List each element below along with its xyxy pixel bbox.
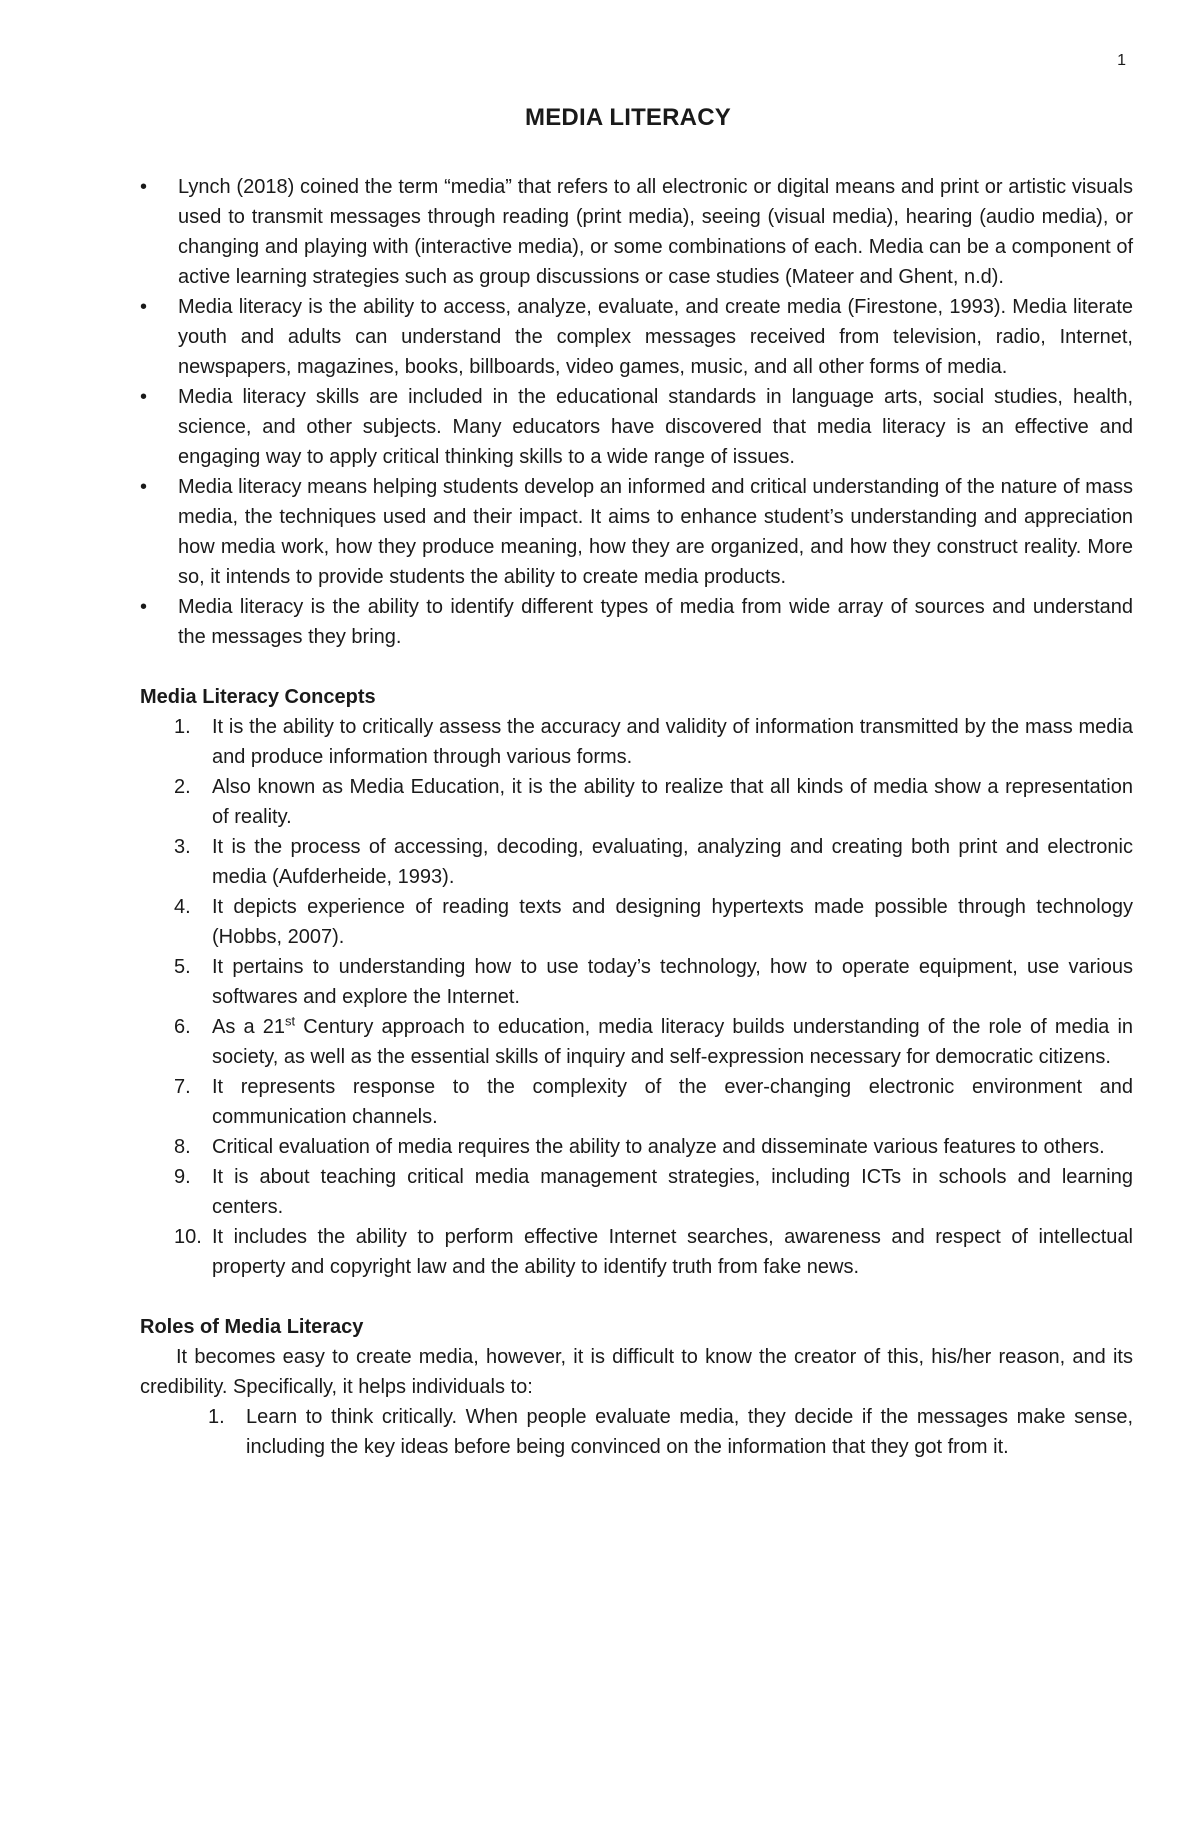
bullet-text: Media literacy is the ability to identify different types of media from wide array of sources and understand the messages they bring. bbox=[178, 596, 1133, 648]
page-number: 1 bbox=[1117, 52, 1126, 69]
item-number: 1. bbox=[208, 1406, 225, 1428]
item-number: 7. bbox=[174, 1076, 191, 1098]
concept-item bbox=[140, 952, 1133, 1012]
item-text: Critical evaluation of media requires the ability to analyze and disseminate various features to others. bbox=[212, 1136, 1105, 1158]
item-number: 4. bbox=[174, 896, 191, 918]
item-number: 5. bbox=[174, 956, 191, 978]
item-text: It is the process of accessing, decoding, evaluating, analyzing and creating both print and electronic media (Aufderheide, 1993). bbox=[212, 836, 1133, 888]
item-number: 10. bbox=[174, 1226, 202, 1248]
bullet-item bbox=[140, 292, 1133, 382]
role-item bbox=[140, 1402, 1133, 1462]
document-title: MEDIA LITERACY bbox=[525, 104, 731, 131]
bullet-icon: • bbox=[140, 476, 148, 498]
document-body bbox=[140, 172, 1133, 1462]
item-text-part: As a 21 bbox=[212, 1016, 286, 1038]
bullet-item bbox=[140, 592, 1133, 652]
bullet-text: Lynch (2018) coined the term “media” that refers to all electronic or digital means and print or artistic visuals used to transmit messages through reading (print media), seeing (visual media), hearing (audio media), or changing and playing with (interactive media), or some combinations of each. Media can be a component of active learning strategies such as group discussions or case studies (Mateer and Ghent, n.d). bbox=[178, 176, 1133, 288]
bullet-text: Media literacy skills are included in the educational standards in language arts, social studies, health, science, and other subjects. Many educators have discovered that media literacy is an effective and engaging way to apply critical thinking skills to a wide range of issues. bbox=[178, 386, 1133, 468]
item-number: 3. bbox=[174, 836, 191, 858]
item-number: 9. bbox=[174, 1166, 191, 1188]
item-text: It depicts experience of reading texts and designing hypertexts made possible through technology (Hobbs, 2007). bbox=[212, 896, 1133, 948]
concept-item bbox=[140, 892, 1133, 952]
concept-item bbox=[140, 832, 1133, 892]
concept-item bbox=[140, 1132, 1133, 1162]
item-number: 1. bbox=[174, 716, 191, 738]
item-text: It includes the ability to perform effective Internet searches, awareness and respect of intellectual property and copyright law and the ability to identify truth from fake news. bbox=[212, 1226, 1133, 1278]
bullet-icon: • bbox=[140, 596, 148, 618]
roles-intro: It becomes easy to create media, however, it is difficult to know the creator of this, his/her reason, and its credibility. Specifically, it helps individuals to: bbox=[140, 1346, 1133, 1398]
item-text: Learn to think critically. When people evaluate media, they decide if the messages make sense, including the key ideas before being convinced on the information that they got from it. bbox=[246, 1406, 1133, 1458]
item-text: It represents response to the complexity of the ever-changing electronic environment and communication channels. bbox=[212, 1076, 1133, 1128]
bullet-icon: • bbox=[140, 176, 148, 198]
roles-list bbox=[140, 1402, 1133, 1462]
ordinal-suffix: st bbox=[285, 1013, 296, 1029]
bullet-item bbox=[140, 382, 1133, 472]
item-text: It pertains to understanding how to use today’s technology, how to operate equipment, use various softwares and explore the Internet. bbox=[212, 956, 1133, 1008]
concepts-heading: Media Literacy Concepts bbox=[140, 686, 376, 708]
bullet-item bbox=[140, 172, 1133, 292]
item-text bbox=[212, 1013, 1134, 1068]
item-text: It is about teaching critical media management strategies, including ICTs in schools and learning centers. bbox=[212, 1166, 1133, 1218]
item-number: 8. bbox=[174, 1136, 191, 1158]
roles-heading: Roles of Media Literacy bbox=[140, 1316, 364, 1338]
item-text-part: Century approach to education, media literacy builds understanding of the role of media in society, as well as the essential skills of inquiry and self-expression necessary for democratic citizens. bbox=[212, 1016, 1134, 1068]
bullet-icon: • bbox=[140, 296, 148, 318]
intro-bullet-list bbox=[140, 172, 1133, 652]
bullet-text: Media literacy is the ability to access, analyze, evaluate, and create media (Firestone, 1993). Media literate youth and adults can understand the complex messages received from television, radio, Internet, newspapers, magazines, books, billboards, video games, music, and all other forms of media. bbox=[178, 296, 1133, 378]
concept-item bbox=[140, 1072, 1133, 1132]
bullet-item bbox=[140, 472, 1133, 592]
concept-item bbox=[140, 1222, 1133, 1282]
item-text: It is the ability to critically assess the accuracy and validity of information transmitted by the mass media and produce information through various forms. bbox=[212, 716, 1133, 768]
concept-item bbox=[140, 772, 1133, 832]
item-text: Also known as Media Education, it is the ability to realize that all kinds of media show a representation of reality. bbox=[212, 776, 1133, 828]
concept-item bbox=[140, 712, 1133, 772]
bullet-text: Media literacy means helping students develop an informed and critical understanding of the nature of mass media, the techniques used and their impact. It aims to enhance student’s understanding and appreciation how media work, how they produce meaning, how they are organized, and how they construct reality. More so, it intends to provide students the ability to create media products. bbox=[178, 476, 1133, 588]
item-number: 6. bbox=[174, 1016, 191, 1038]
concept-item bbox=[140, 1162, 1133, 1222]
concept-item bbox=[140, 1012, 1133, 1072]
item-number: 2. bbox=[174, 776, 191, 798]
bullet-icon: • bbox=[140, 386, 148, 408]
concepts-list bbox=[140, 712, 1133, 1282]
